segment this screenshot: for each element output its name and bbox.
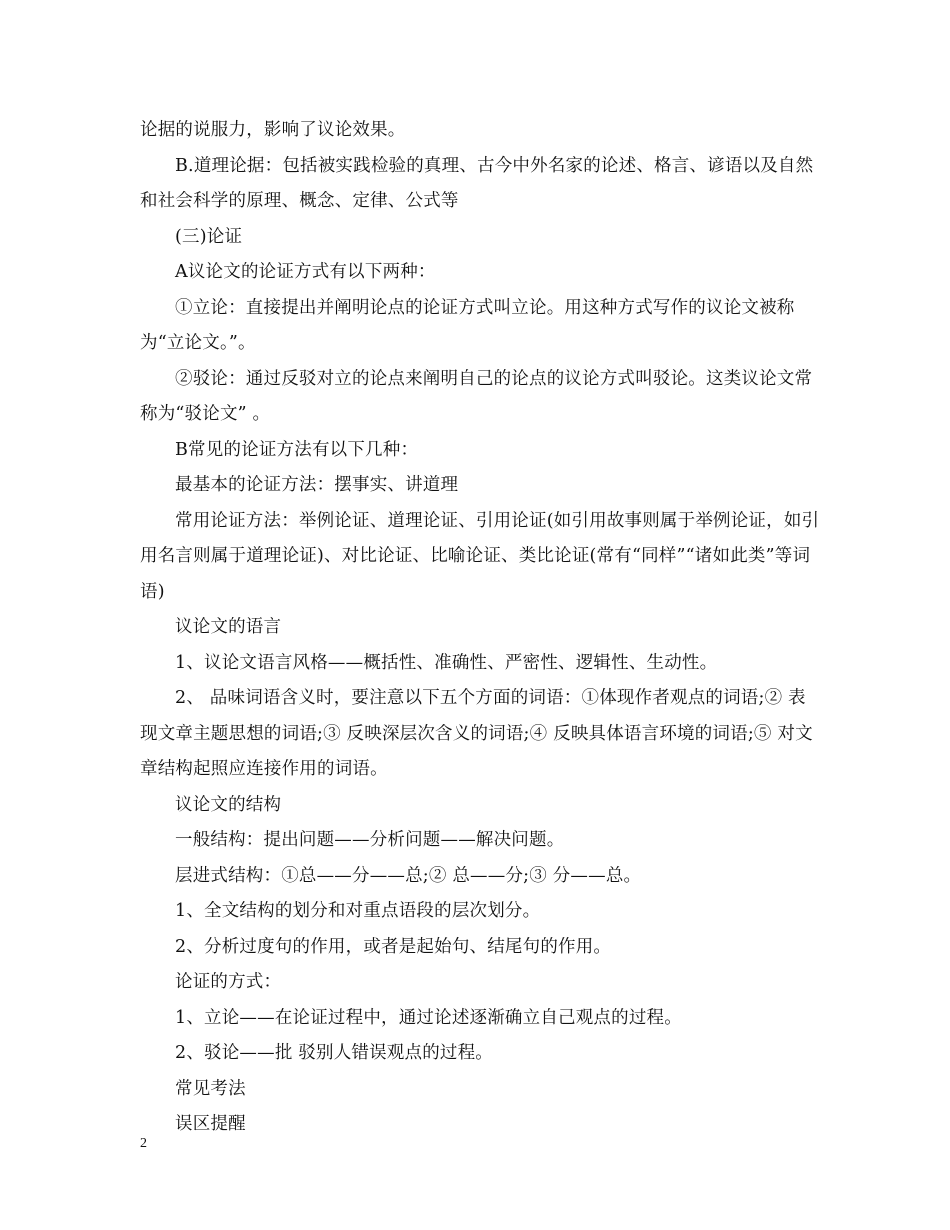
paragraph: A议论文的论证方式有以下两种：	[175, 262, 436, 282]
paragraph: 论据的说服力，影响了议论效果。	[140, 120, 406, 140]
page-number: 2	[140, 1136, 147, 1151]
paragraph: 常用论证方法：举例论证、道理论证、引用论证(如引用故事则属于举例论证，如引用名言则属于道理论证)、对比论证、比喻论证、类比论证(常有“同样”“诸如此类”等词语)	[140, 510, 820, 602]
paragraph: 论证的方式：	[175, 972, 282, 992]
paragraph: 1、全文结构的划分和对重点语段的层次划分。	[175, 901, 541, 921]
paragraph: 1、议论文语言风格——概括性、准确性、严密性、逻辑性、生动性。	[175, 652, 718, 673]
paragraph: 层进式结构：①总——分——总;② 总——分;③ 分——总。	[175, 865, 642, 886]
paragraph: 误区提醒	[175, 1114, 246, 1134]
paragraph: 2、 品味词语含义时，要注意以下五个方面的词语：①体现作者观点的词语;② 表现文章主题思想的词语;③ 反映深层次含义的词语;④ 反映具体语言环境的词语;⑤ 对文章结构起照应连接作用的词语。	[140, 688, 813, 779]
paragraph: 2、分析过度句的作用，或者是起始句、结尾句的作用。	[175, 936, 612, 957]
paragraph: 最基本的论证方法：摆事实、讲道理	[175, 475, 459, 495]
paragraph: ①立论：直接提出并阐明论点的论证方式叫立论。用这种方式写作的议论文被称为“立论文。”。	[140, 297, 795, 353]
paragraph: 1、立论——在论证过程中，通过论述逐渐确立自己观点的过程。	[175, 1007, 682, 1028]
paragraph: (三)论证	[175, 226, 243, 247]
paragraph: B常见的论证方法有以下几种：	[175, 439, 419, 460]
paragraph: ②驳论：通过反驳对立的论点来阐明自己的论点的议论方式叫驳论。这类议论文常称为“驳论文” 。	[140, 368, 813, 424]
paragraph: 一般结构：提出问题——分析问题——解决问题。	[175, 830, 565, 850]
paragraph: B.道理论据：包括被实践检验的真理、古今中外名家的论述、格言、谚语以及自然和社会科学的原理、概念、定律、公式等	[140, 155, 814, 211]
document-body	[140, 113, 820, 1143]
paragraph: 常见考法	[175, 1078, 246, 1099]
paragraph: 2、驳论——批 驳别人错误观点的过程。	[175, 1043, 493, 1063]
paragraph: 议论文的语言	[175, 617, 282, 637]
paragraph: 议论文的结构	[175, 794, 282, 815]
